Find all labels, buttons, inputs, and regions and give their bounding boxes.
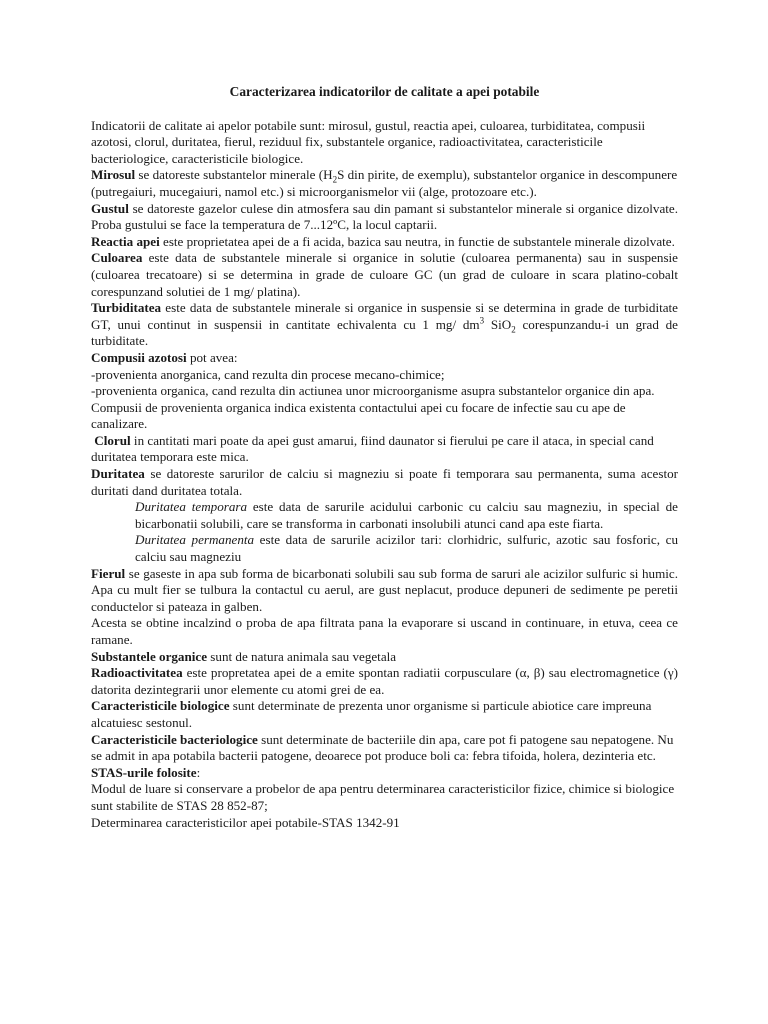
intro-paragraph: Indicatorii de calitate ai apelor potabile sunt: mirosul, gustul, reactia apei, culoarea, turbiditatea, compusii azotosi, clorul, duritatea, fierul, reziduul fix, substantele organice, radioactivitatea, caracteristicile bacteriologice, caracteristicile biologice. [91,117,646,166]
mirosul-text-b: S din pirite, de exemplu), substantelor organice in descompunere (putregaiuri, mucegaiuri, namol etc.) si microorganismelor vii (alge, protozoare etc.). [91,167,678,199]
term-clorul: Clorul [94,432,131,448]
paragraph-reziduu: Acesta se obtine incalzind o proba de apa filtrata pana la evaporare si uscand in continuare, in etuva, ceea ce ramane. [91,615,678,647]
paragraph-clorul [91,433,678,466]
paragraph-fierul [91,566,678,616]
paragraph-duritatea-permanenta [91,532,678,565]
duritatea-permanenta-text: este data de sarurile acizilor tari: clorhidric, sulfuric, azotic sau fosforic, cu calciu sau magneziu [135,532,678,565]
paragraph-reactia [91,234,678,251]
paragraph-duritatea [91,466,678,499]
azotosi-text: pot avea: [186,349,238,365]
term-duritatea-temporara: Duritatea temporara [135,499,248,515]
turbiditatea-subscript: 2 [511,324,516,335]
radioactivitatea-text: este propretatea apei de a emite spontan radiatii corpusculare (α, β) sau electromagnetice (γ) datorita dezintegrarii unor elemente cu atomi grei de ea. [91,665,678,697]
fierul-text: se gaseste in apa sub forma de bicarbonati solubili sau sub forma de saruri ale acizilor sulfuric si humic. Apa cu mult fier se tulbura la contactul cu aerul, are gust neplacut, produce depuneri de sedimente pe peretii conductelor si pateaza in galben. [91,565,678,614]
clorul-text: in cantitati mari poate da apei gust amarui, fiind daunator si fierului pe care il ataca, in special cand duritatea temporara este mica. [91,432,654,465]
reactia-text: este proprietatea apei de a fi acida, bazica sau neutra, in functie de substantele minerale dizolvate. [159,233,675,249]
term-culoarea: Culoarea [91,250,143,266]
paragraph-duritatea-temporara [91,499,678,532]
term-reactia: Reactia apei [91,233,160,249]
paragraph-culoarea [91,250,678,300]
substante-organice-text: sunt de natura animala sau vegetala [207,648,397,664]
bacteriologice-text: sunt determinate de bacteriile din apa, care pot fi patogene sau nepatogene. Nu se admit in apa potabila bacterii patogene, deoarece pot produce boli ca: febra tifoida, holera, dezinteria etc. [91,731,674,764]
stas-line-2: Determinarea caracteristicilor apei potabile-STAS 1342-91 [91,814,400,830]
paragraph-azotosi [91,350,678,367]
term-fierul: Fierul [91,565,126,581]
paragraph-gustul [91,201,678,234]
turbiditatea-text-c: corespunzandu-i un grad de turbiditate. [91,316,678,349]
term-stas: STAS-urile folosite [91,764,197,780]
term-azotosi: Compusii azotosi [91,349,187,365]
term-biologice: Caracteristicile biologice [91,698,230,714]
turbiditatea-superscript: 3 [479,315,485,326]
term-substante-organice: Substantele organice [91,648,208,664]
paragraph-radioactivitatea [91,665,678,698]
term-mirosul: Mirosul [91,167,136,183]
duritatea-text: se datoreste sarurilor de calciu si magneziu si poate fi temporara sau permanenta, suma acestor duritati dand duritatea totala. [91,466,678,498]
term-duritatea: Duritatea [91,466,145,482]
azotosi-organica: -provenienta organica, cand rezulta din actiunea unor microorganisme asupra substantelor organice din apa. Compusii de provenienta organica indica existenta contactului apei cu focare de infectie sau cu ape de canalizare. [91,383,655,432]
gustul-text: se datoreste gazelor culese din atmosfera sau din pamant si substantelor minerale si organice dizolvate. Proba gustului se face la temperatura de 7...12ºC, la locul captarii. [91,200,678,233]
term-gustul: Gustul [91,200,129,216]
culoarea-text: este data de substantele minerale si organice in solutie (culoarea permanenta) sau in suspensie (culoarea trecatoare) si se determina in grade de culoare GC (un grad de culoare in scara platino-cobalt corespunzand solutiei de 1 mg/ platina). [91,250,678,299]
turbiditatea-text-a: este data de substantele minerale si organice in suspensie si se determina in grade de turbiditate GT, unui continut in suspensii in cantitate echivalenta cu 1 mg/ dm [91,300,678,332]
biologice-text: sunt determinate de prezenta unor organisme si particule abiotice care impreuna alcatuiesc sestonul. [91,698,652,730]
stas-colon: : [196,764,201,780]
term-duritatea-permanenta: Duritatea permanenta [135,532,255,548]
duritatea-temporara-text: este data de sarurile acidului carbonic cu calciu sau magneziu, in special de bicarbonatii solubili, care se transforma in carbonati insolubili atunci cand apa este fiarta. [135,499,678,531]
document-title: Caracterizarea indicatorilor de calitate a apei potabile [229,84,540,99]
turbiditatea-text-b: SiO [484,316,512,332]
term-turbiditatea: Turbiditatea [91,300,162,316]
term-bacteriologice: Caracteristicile bacteriologice [91,731,258,747]
stas-line-1: Modul de luare si conservare a probelor de apa pentru determinarea caracteristicilor fizice, chimice si biologice sunt stabilite de STAS 28 852-87; [91,781,675,813]
mirosul-text-a: se datoreste substantelor minerale (H [135,167,333,183]
paragraph-stas [91,765,678,782]
document-page [91,84,678,831]
azotosi-anorganica: -provenienta anorganica, cand rezulta din procese mecano-chimice; [91,366,445,382]
paragraph-mirosul [91,167,678,200]
paragraph-bacteriologice [91,732,678,765]
paragraph-turbiditatea [91,300,678,350]
paragraph-substante-organice [91,649,678,666]
term-radioactivitatea: Radioactivitatea [91,665,183,681]
paragraph-biologice [91,698,678,731]
mirosul-subscript: 2 [332,174,338,185]
